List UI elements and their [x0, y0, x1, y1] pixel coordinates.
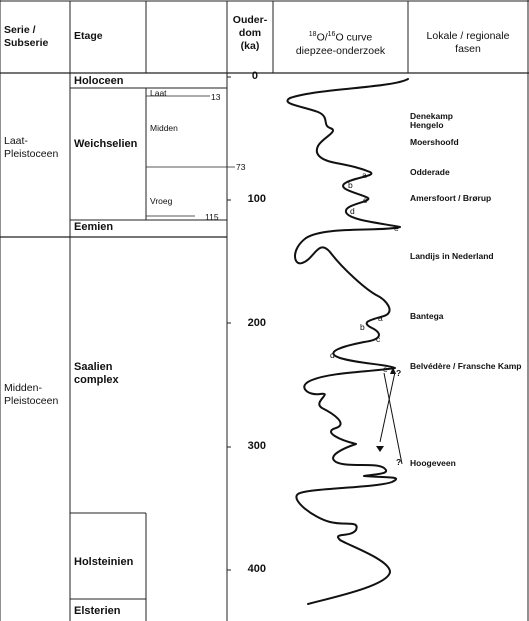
- boundary-115: 115: [205, 212, 219, 222]
- etage-eemien: Eemien: [74, 221, 114, 233]
- question-mark-upper: ?: [396, 368, 402, 378]
- etage-elsterien: Elsterien: [74, 605, 121, 617]
- phase-hoogeveen: Hoogeveen: [410, 458, 456, 468]
- tick-400: 400: [247, 563, 266, 575]
- tick-300: 300: [247, 440, 266, 452]
- question-mark-lower: ?: [396, 457, 402, 467]
- phase-belvedere-fransche-kamp: Belvédère / Fransche Kamp: [410, 361, 522, 371]
- etage-weichselien: Weichselien: [74, 138, 138, 150]
- curve-letter-b-lower: b: [360, 322, 365, 332]
- curve-letter-a-lower: a: [378, 313, 383, 323]
- header-etage: Etage: [74, 30, 103, 42]
- curve-letter-b-upper: b: [348, 180, 353, 190]
- phase-odderade: Odderade: [410, 167, 450, 177]
- curve-letter-c-lower: c: [376, 334, 381, 344]
- boundary-13: 13: [211, 92, 221, 102]
- curve-letter-d-lower: d: [330, 350, 335, 360]
- etage-holsteinien: Holsteinien: [74, 556, 134, 568]
- curve-letter-d-upper: d: [350, 206, 355, 216]
- phase-hengelo: Hengelo: [410, 120, 444, 130]
- header-serie: Serie / Subserie: [4, 24, 49, 49]
- curve-letter-e-lower: e: [383, 364, 388, 374]
- tick-0: 0: [251, 70, 258, 82]
- curve-letter-a-upper: a: [362, 170, 367, 180]
- phase-bantega: Bantega: [410, 311, 444, 321]
- series-midden-pleistoceen: Midden- Pleistoceen: [4, 382, 59, 407]
- tick-100: 100: [247, 193, 266, 205]
- phase-landijs: Landijs in Nederland: [410, 251, 494, 261]
- phase-amersfoort-brorup: Amersfoort / Brørup: [410, 193, 492, 203]
- series-laat-pleistoceen: Laat- Pleistoceen: [4, 135, 59, 160]
- header-fasen: Lokale / regionale fasen: [426, 30, 510, 55]
- header-curve: $^{18}$O/$^{16}$O curve diepzee-onderzoek: [295, 31, 386, 57]
- header-ouderdom: Ouder- dom (ka): [232, 14, 268, 52]
- sub-vroeg: Vroeg: [150, 196, 173, 206]
- phase-denekamp: Denekamp: [410, 111, 453, 121]
- phase-moershoofd: Moershoofd: [410, 137, 459, 147]
- curve-letter-e-upper: e: [394, 223, 399, 233]
- curve-letter-c-upper: c: [363, 195, 368, 205]
- sub-laat: Laat: [150, 88, 167, 98]
- etage-saalien-complex: Saalien complex: [74, 361, 119, 386]
- tick-200: 200: [247, 317, 266, 329]
- boundary-73: 73: [236, 162, 246, 172]
- etage-holoceen: Holoceen: [74, 75, 124, 87]
- sub-midden: Midden: [150, 123, 178, 133]
